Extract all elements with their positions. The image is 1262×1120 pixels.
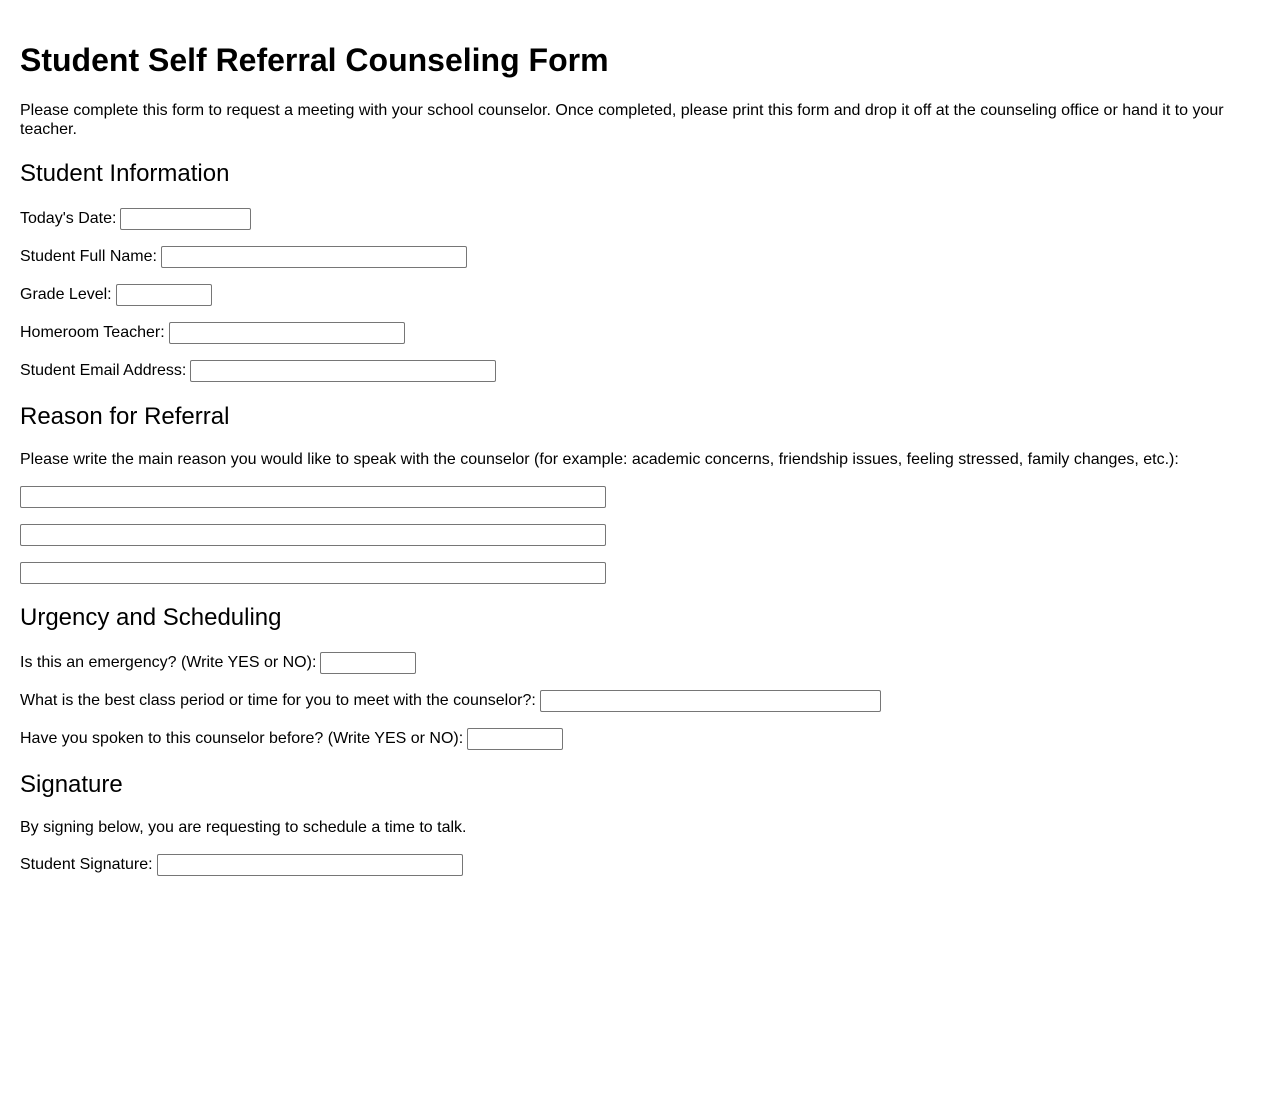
section-heading-urgency-and-scheduling: Urgency and Scheduling bbox=[20, 604, 282, 631]
reason-line-2-input[interactable] bbox=[20, 524, 606, 546]
todays-date-label: Today's Date: bbox=[20, 210, 117, 227]
reason-line-1-input[interactable] bbox=[20, 486, 606, 508]
full-name-input[interactable] bbox=[161, 246, 467, 268]
signature-row bbox=[20, 853, 463, 877]
grade-level-label: Grade Level: bbox=[20, 286, 112, 303]
best-time-label: What is the best class period or time for you to meet with the counselor?: bbox=[20, 692, 536, 709]
grade-level-row bbox=[20, 283, 212, 307]
spoken-before-row bbox=[20, 727, 563, 751]
todays-date-input[interactable] bbox=[120, 208, 251, 230]
homeroom-teacher-row bbox=[20, 321, 405, 345]
emergency-label: Is this an emergency? (Write YES or NO): bbox=[20, 654, 317, 671]
section-heading-student-information: Student Information bbox=[20, 160, 230, 187]
spoken-before-label: Have you spoken to this counselor before? (Write YES or NO): bbox=[20, 730, 464, 747]
emergency-input[interactable] bbox=[320, 652, 416, 674]
full-name-label: Student Full Name: bbox=[20, 248, 157, 265]
spoken-before-input[interactable] bbox=[467, 728, 563, 750]
todays-date-row bbox=[20, 207, 251, 231]
best-time-row bbox=[20, 689, 881, 713]
full-name-row bbox=[20, 245, 467, 269]
homeroom-teacher-label: Homeroom Teacher: bbox=[20, 324, 165, 341]
emergency-row bbox=[20, 651, 416, 675]
form-intro: Please complete this form to request a meeting with your school counselor. Once completed, please print this form and drop it off at the counseling office or hand it to your teacher. bbox=[20, 102, 1224, 138]
section-heading-reason-for-referral: Reason for Referral bbox=[20, 403, 230, 430]
page-title: Student Self Referral Counseling Form bbox=[20, 42, 609, 78]
grade-level-input[interactable] bbox=[116, 284, 212, 306]
signature-label: Student Signature: bbox=[20, 856, 153, 873]
email-input[interactable] bbox=[190, 360, 496, 382]
section-heading-signature: Signature bbox=[20, 771, 123, 798]
reason-prompt: Please write the main reason you would like to speak with the counselor (for example: academic concerns, friendship issues, feeling stressed, family changes, etc.): bbox=[20, 451, 1179, 468]
email-row bbox=[20, 359, 496, 383]
email-label: Student Email Address: bbox=[20, 362, 187, 379]
reason-line-3-input[interactable] bbox=[20, 562, 606, 584]
best-time-input[interactable] bbox=[540, 690, 881, 712]
signature-input[interactable] bbox=[157, 854, 463, 876]
signature-note: By signing below, you are requesting to schedule a time to talk. bbox=[20, 819, 467, 836]
homeroom-teacher-input[interactable] bbox=[169, 322, 405, 344]
